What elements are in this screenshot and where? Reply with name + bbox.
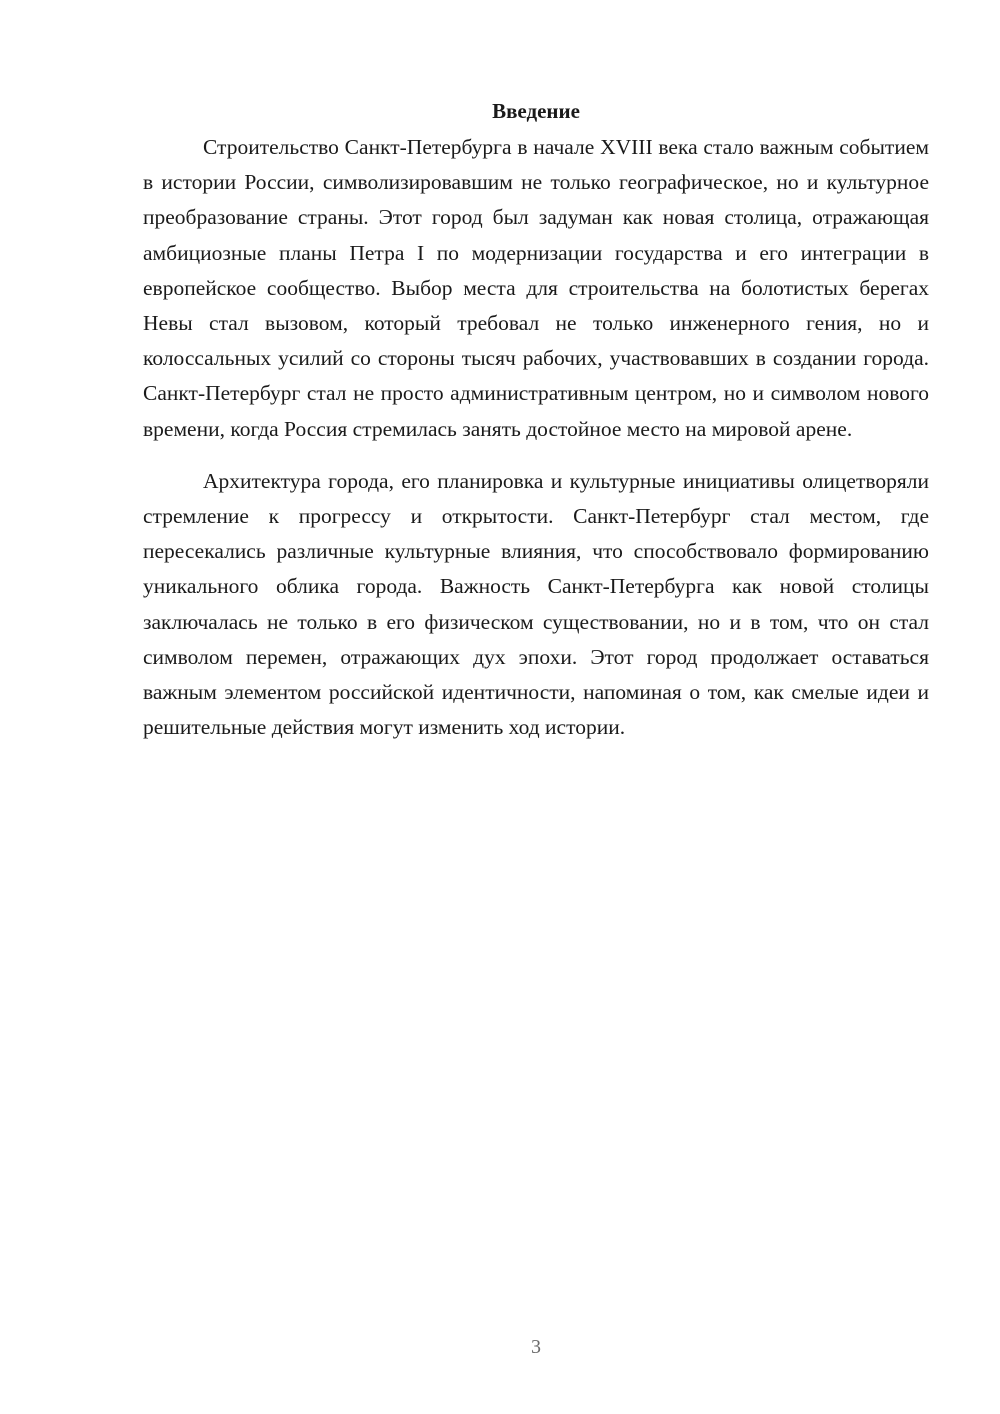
page-number: 3 (531, 1336, 541, 1358)
paragraph-2: Архитектура города, его планировка и культурные инициативы олицетворяли стремление к прогрессу и открытости. Санкт-Петербург стал местом, где пересекались различные культурные влияния, что способствовало формированию уникального облика города. Важность Санкт-Петербурга как новой столицы заключалась не только в его физическом существовании, но и в том, что он стал символом перемен, отражающих дух эпохи. Этот город продолжает оставаться важным элементом российской идентичности, напоминая о том, как смелые идеи и решительные действия могут изменить ход истории. (143, 468, 929, 740)
section-heading: Введение (492, 99, 580, 123)
page-content (143, 96, 929, 745)
paragraph-1: Строительство Санкт-Петербурга в начале XVIII века стало важным событием в истории России, символизировавшим не только географическое, но и культурное преобразование страны. Этот город был задуман как новая столица, отражающая амбициозные планы Петра I по модернизации государства и его интеграции в европейское сообщество. Выбор места для строительства на болотистых берегах Невы стал вызовом, который требовал не только инженерного гения, но и колоссальных усилий со стороны тысяч рабочих, участвовавших в создании города. Санкт-Петербург стал не просто административным центром, но и символом нового времени, когда Россия стремилась занять достойное место на мировой арене. (143, 135, 929, 441)
